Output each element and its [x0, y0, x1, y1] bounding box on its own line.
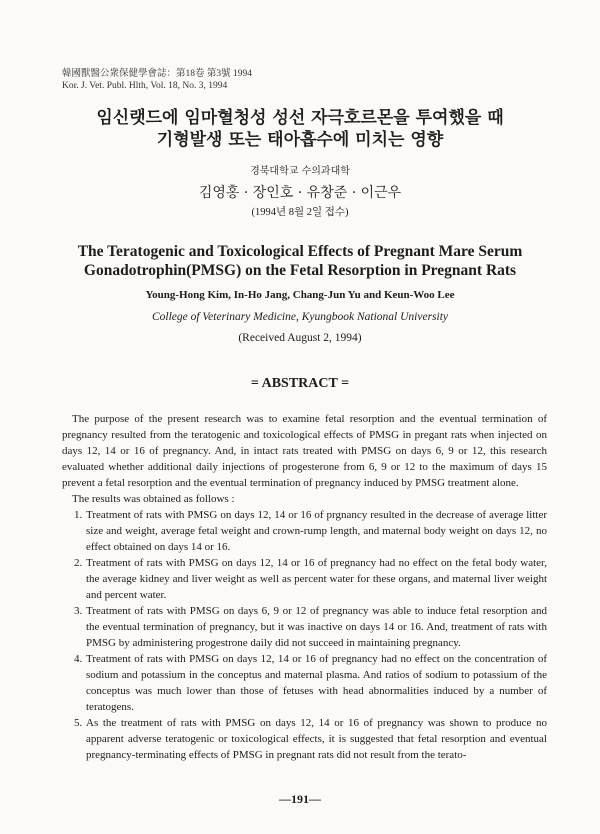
english-affiliation: College of Veterinary Medicine, Kyungbook National University: [151, 311, 449, 323]
result-item-4: [62, 651, 547, 715]
result-number: 3.: [74, 605, 83, 617]
result-item-1: [62, 507, 547, 555]
results-list: [62, 507, 547, 763]
results-lead: The results was obtained as follows :: [72, 493, 235, 505]
result-text: Treatment of rats with PMSG on days 12, 14 or 16 of pregnancy had no effect on the fetal body water, the average kidney and liver weight as well as percent water for these organs, and maternal liver weight and percent water.: [86, 557, 547, 601]
result-number: 5.: [74, 717, 83, 729]
result-number: 2.: [74, 557, 83, 569]
result-text: Treatment of rats with PMSG on days 12, 14 or 16 of prgnancy resulted in the decrease of average litter size and weight, average fetal weight and crown-rump length, and maternal body weight on days 12, no effect obtained on days 14 or 16.: [86, 509, 547, 553]
result-item-5: [62, 715, 547, 763]
journal-header: [62, 68, 252, 92]
result-item-2: [62, 555, 547, 603]
journal-header-english: Kor. J. Vet. Publ. Hlth, Vol. 18, No. 3, 1994: [62, 81, 228, 91]
english-authors: Young-Hong Kim, In-Ho Jang, Chang-Jun Yu and Keun-Woo Lee: [145, 289, 455, 301]
korean-title-line1: 임신랫드에 임마혈청성 성선 자극호르몬을 투여했을 때: [96, 108, 504, 128]
abstract-body: [62, 411, 547, 763]
korean-authors: 김영홍 · 장인호 · 유창준 · 이근우: [198, 185, 402, 201]
result-text: As the treatment of rats with PMSG on days 12, 14 or 16 of pregnancy was shown to produce no apparent adverse teratogenic or toxicological effects, it is suggested that fetal resorption and eventual pregnancy-terminating effects of PMSG in pregnant rats did not result from the terato-: [86, 717, 547, 761]
result-number: 1.: [74, 509, 83, 521]
korean-title-line2: 기형발생 또는 태아흡수에 미치는 영향: [156, 130, 444, 150]
english-title-line1: The Teratogenic and Toxicological Effects of Pregnant Mare Serum: [77, 243, 523, 260]
english-received-date: (Received August 2, 1994): [238, 332, 362, 344]
korean-received-date: (1994년 8월 2일 접수): [251, 207, 349, 218]
result-text: Treatment of rats with PMSG on days 12, 14 or 16 of pregnancy had no effect on the concentration of sodium and potassium in the conceptus and maternal plasma. And ratios of sodium to potassium of the conceptus was much lower than those of fetuses with head abnormalities induced by a number of teratogens.: [86, 653, 547, 713]
english-title-line2: Gonadotrophin(PMSG) on the Fetal Resorption in Pregnant Rats: [83, 262, 517, 279]
journal-header-korean: 韓國獸醫公衆保健學會誌：第18卷 第3號 1994: [62, 69, 253, 79]
result-text: Treatment of rats with PMSG on days 6, 9 or 12 of pregnancy was able to induce fetal resorption and the eventual termination of pregnancy, but it was inactive on days 14 or 16. And, treatment of rats with PMSG by administering progestrone daily did not succeed in maintaining pregnancy.: [86, 605, 547, 649]
result-item-3: [62, 603, 547, 651]
korean-affiliation: 경북대학교 수의과대학: [250, 166, 350, 177]
abstract-intro: The purpose of the present research was to examine fetal resorption and the eventual termination of pregnancy resulted from the teratogenic and toxicological effects of PMSG in pregant rats when injected on days 12, 14 or 16 of pregnancy. And, in intact rats treated with PMSG on days 6, 9 or 12, this research evaluated whether additional daily injections of progesterone from 6, 9 or 12 to the maximum of days 15 prevent a fetal resorption and the eventual termination of pregnancy induced by PMSG treatment alone.: [62, 413, 547, 489]
page-number: —191—: [279, 792, 321, 806]
abstract-heading: = ABSTRACT =: [250, 376, 350, 391]
result-number: 4.: [74, 653, 83, 665]
